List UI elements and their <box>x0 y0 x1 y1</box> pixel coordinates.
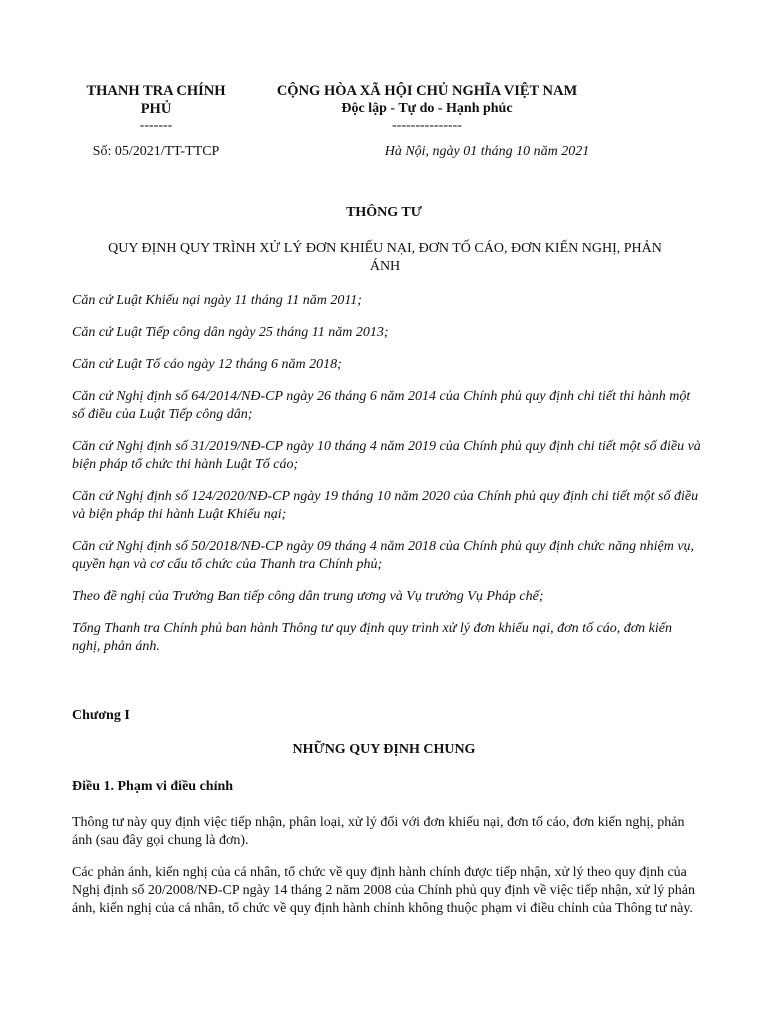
article-body <box>72 814 704 932</box>
legal-basis: Căn cứ Luật Khiếu nại ngày 11 tháng 11 năm 2011; <box>72 293 362 308</box>
issuing-agency-line1: THANH TRA CHÍNH <box>86 83 226 99</box>
document-title-line1: QUY ĐỊNH QUY TRÌNH XỬ LÝ ĐƠN KHIẾU NẠI, ĐƠN TỐ CÁO, ĐƠN KIẾN NGHỊ, PHẢN <box>108 241 662 256</box>
national-title: CỘNG HÒA XÃ HỘI CHỦ NGHĨA VIỆT NAM <box>276 83 578 99</box>
motto-separator: --------------- <box>392 118 462 133</box>
article-paragraph: Thông tư này quy định việc tiếp nhận, phân loại, xử lý đối với đơn khiếu nại, đơn tố cáo, đơn kiến nghị, phản ánh (sau đây gọi chung là đơn). <box>72 815 685 848</box>
issuing-agency-line2: PHỦ <box>140 101 172 117</box>
agency-separator: ------- <box>139 118 173 133</box>
national-motto: Độc lập - Tự do - Hạnh phúc <box>341 101 513 116</box>
legal-basis: Căn cứ Luật Tiếp công dân ngày 25 tháng 11 năm 2013; <box>72 325 389 340</box>
article-heading: Điều 1. Phạm vi điều chỉnh <box>72 779 234 794</box>
legal-bases <box>72 292 702 670</box>
national-header-block <box>252 82 602 134</box>
chapter-number: Chương I <box>72 708 130 723</box>
legal-basis: Căn cứ Nghị định số 124/2020/NĐ-CP ngày 19 tháng 10 năm 2020 của Chính phủ quy định chi tiết một số điều và biện pháp thi hành Luật Khiếu nại; <box>72 489 699 522</box>
legal-basis: Căn cứ Nghị định số 50/2018/NĐ-CP ngày 09 tháng 4 năm 2018 của Chính phủ quy định chức năng nhiệm vụ, quyền hạn và cơ cấu tổ chức của Thanh tra Chính phủ; <box>72 539 695 572</box>
article-paragraph: Các phản ánh, kiến nghị của cá nhân, tổ chức về quy định hành chính được tiếp nhận, xử lý theo quy định của Nghị định số 20/2008/NĐ-CP ngày 14 tháng 2 năm 2008 của Chính phủ quy định về việc tiếp nhận, xử lý phản ánh, kiến nghị của cá nhân, tổ chức về quy định hành chính không thuộc phạm vi điều chỉnh của Thông tư này. <box>72 865 695 916</box>
place-and-date: Hà Nội, ngày 01 tháng 10 năm 2021 <box>384 144 590 159</box>
document-number: Số: 05/2021/TT-TTCP <box>92 144 220 159</box>
promulgation-statement: Tổng Thanh tra Chính phủ ban hành Thông tư quy định quy trình xử lý đơn khiếu nại, đơn tố cáo, đơn kiến nghị, phản ánh. <box>72 621 672 654</box>
legal-basis: Căn cứ Nghị định số 31/2019/NĐ-CP ngày 10 tháng 4 năm 2019 của Chính phủ quy định chi tiết một số điều và biện pháp tổ chức thi hành Luật Tố cáo; <box>72 439 701 472</box>
chapter-title: NHỮNG QUY ĐỊNH CHUNG <box>292 742 476 757</box>
document-type: THÔNG TƯ <box>346 205 422 220</box>
legal-basis: Căn cứ Nghị định số 64/2014/NĐ-CP ngày 26 tháng 6 năm 2014 của Chính phủ quy định chi tiết thi hành một số điều của Luật Tiếp công dân; <box>72 389 691 422</box>
document-title <box>70 240 700 276</box>
legal-basis: Căn cứ Luật Tố cáo ngày 12 tháng 6 năm 2018; <box>72 357 342 372</box>
issuing-agency-block <box>78 82 234 134</box>
legal-basis: Theo đề nghị của Trưởng Ban tiếp công dân trung ương và Vụ trưởng Vụ Pháp chế; <box>72 589 544 604</box>
document-title-line2: ÁNH <box>369 259 401 274</box>
